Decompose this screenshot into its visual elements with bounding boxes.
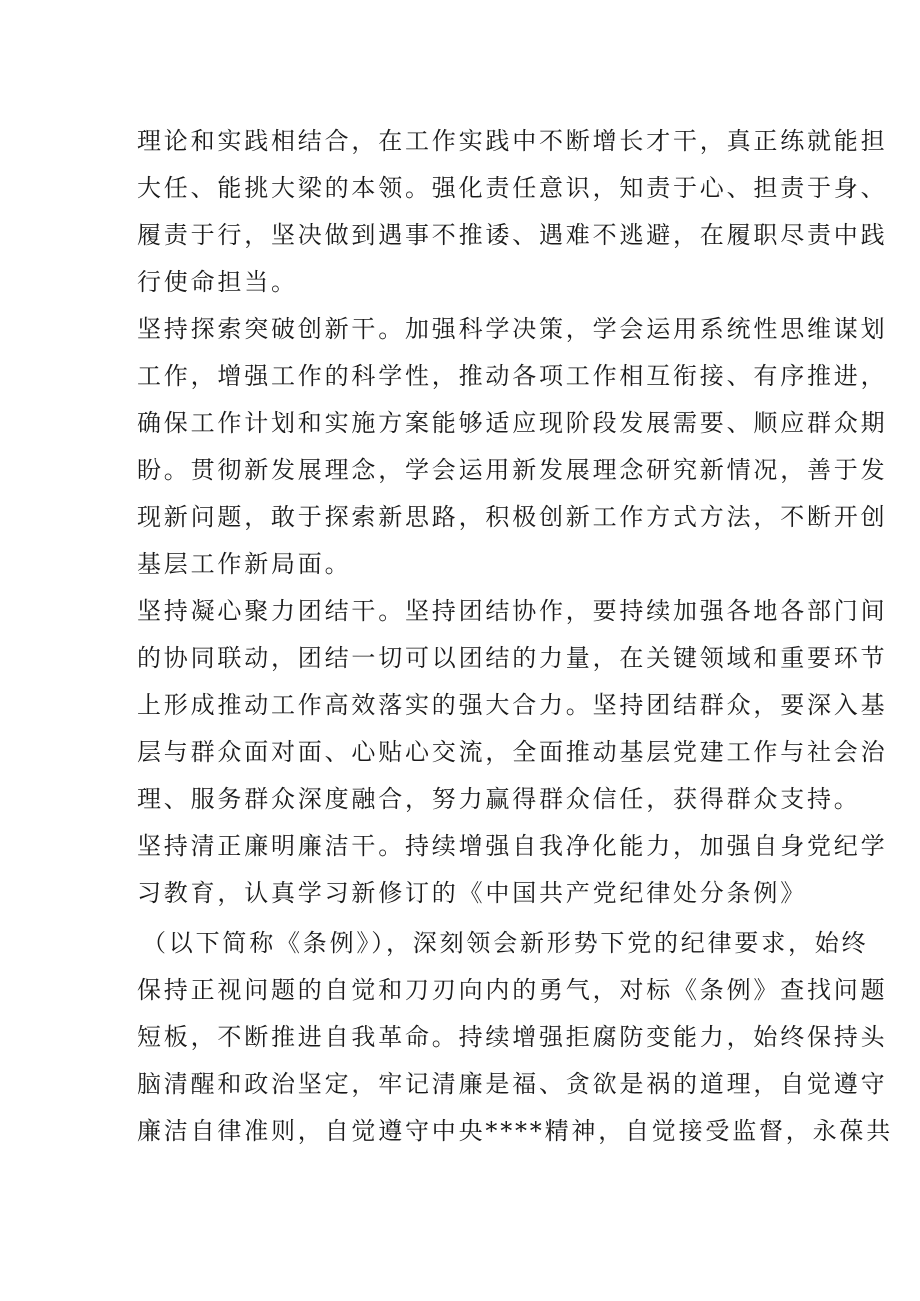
text-line: 短板，不断推进自我革命。持续增强拒腐防变能力，始终保持头: [137, 1023, 888, 1051]
section-heading-innovation: 坚持探索突破创新干。加强科学决策，学会运用系统性思维谋划: [137, 315, 888, 343]
text-line: 层与群众面对面、心贴心交流，全面推动基层党建工作与社会治: [137, 738, 888, 766]
text-line: 习教育，认真学习新修订的《中国共产党纪律处分条例》: [137, 879, 807, 907]
text-line: 现新问题，敢于探索新思路，积极创新工作方式方法，不断开创: [137, 503, 888, 531]
text-line: 廉洁自律准则，自觉遵守中央****精神，自觉接受监督，永葆共: [137, 1117, 893, 1145]
text-line: 上形成推动工作高效落实的强大合力。坚持团结群众，要深入基: [137, 691, 888, 719]
text-line: 的协同联动，团结一切可以团结的力量，在关键领域和重要环节: [137, 644, 888, 672]
text-line: 履责于行，坚决做到遇事不推诿、遇难不逃避，在履职尽责中践: [137, 221, 888, 249]
section-heading-unity: 坚持凝心聚力团结干。坚持团结协作，要持续加强各地各部门间: [137, 597, 888, 625]
text-line: 理、服务群众深度融合，努力赢得群众信任，获得群众支持。: [137, 785, 861, 813]
text-line: 大任、能挑大梁的本领。强化责任意识，知责于心、担责于身、: [137, 174, 888, 202]
text-line: 盼。贯彻新发展理念，学会运用新发展理念研究新情况，善于发: [137, 456, 888, 484]
text-line: （以下简称《条例》），深刻领会新形势下党的纪律要求，始终: [142, 929, 869, 957]
section-heading-integrity: 坚持清正廉明廉洁干。持续增强自我净化能力，加强自身党纪学: [137, 832, 888, 860]
text-line: 基层工作新局面。: [137, 550, 352, 578]
text-line: 工作，增强工作的科学性，推动各项工作相互衔接、有序推进，: [137, 362, 888, 390]
text-line: 确保工作计划和实施方案能够适应现阶段发展需要、顺应群众期: [137, 409, 888, 437]
text-line: 行使命担当。: [137, 268, 298, 296]
text-line: 保持正视问题的自觉和刀刃向内的勇气，对标《条例》查找问题: [137, 976, 888, 1004]
text-line: 理论和实践相结合，在工作实践中不断增长才干，真正练就能担: [137, 127, 888, 155]
text-line: 脑清醒和政治坚定，牢记清廉是福、贪欲是祸的道理，自觉遵守: [137, 1070, 888, 1098]
